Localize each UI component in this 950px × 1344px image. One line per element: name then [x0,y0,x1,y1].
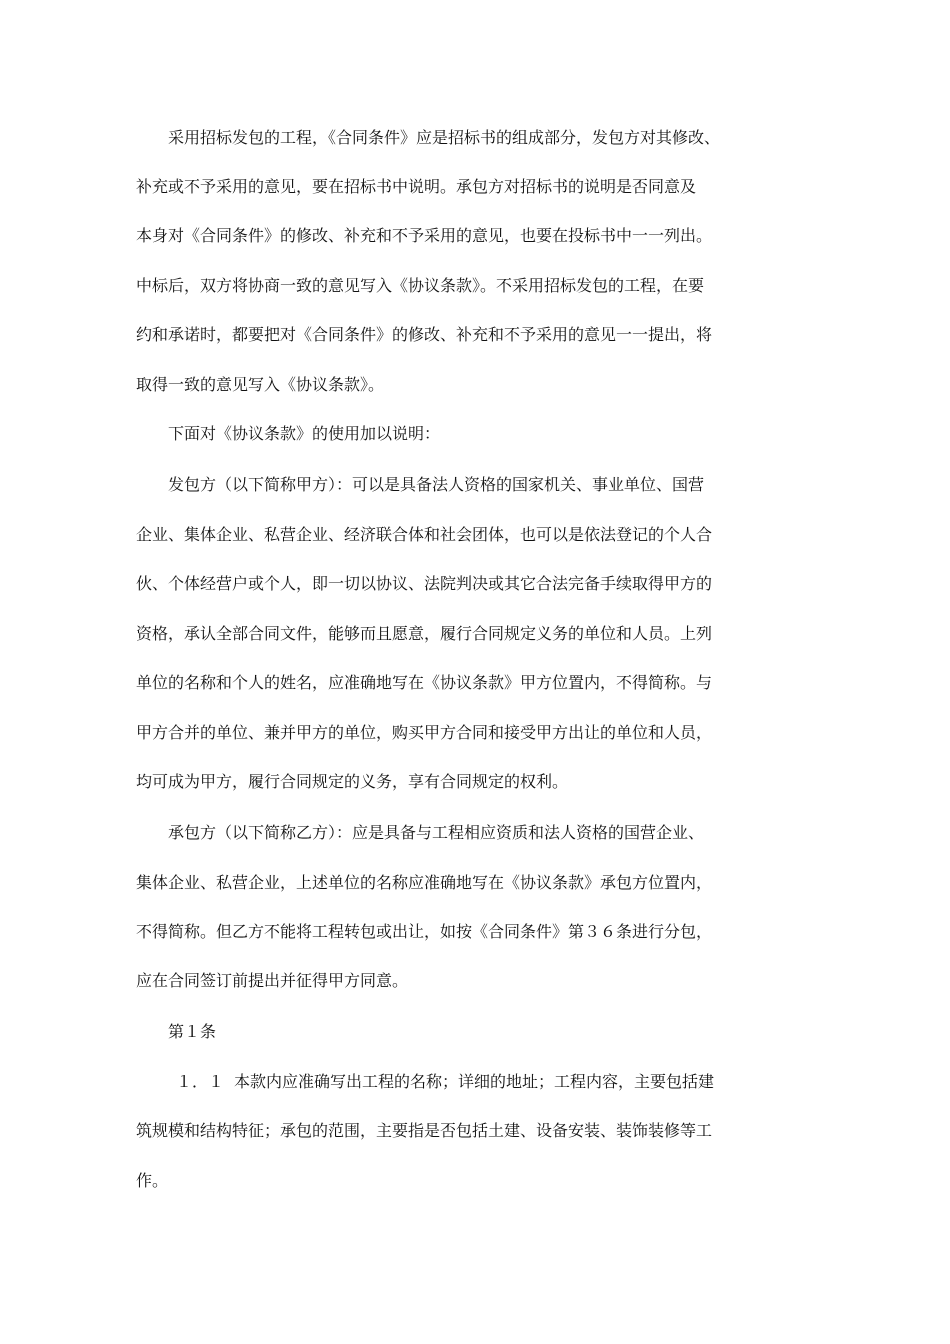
paragraph-line: 筑规模和结构特征；承包的范围，主要指是否包括土建、设备安装、装饰装修等工 [136,1121,713,1140]
paragraph-line: 单位的名称和个人的姓名，应准确地写在《协议条款》甲方位置内，不得简称。与 [136,673,713,692]
paragraph-line: 承包方（以下简称乙方）：应是具备与工程相应资质和法人资格的国营企业、 [168,823,705,842]
clause-line [176,1072,714,1092]
clause-number: １．１ [176,1072,225,1091]
paragraph-line: 本身对《合同条件》的修改、补充和不予采用的意见，也要在投标书中一一列出。 [136,226,713,245]
paragraph-line: 中标后，双方将协商一致的意见写入《协议条款》。不采用招标发包的工程，在要 [136,276,705,295]
paragraph-line: 作。 [136,1171,169,1190]
paragraph-line: 不得简称。但乙方不能将工程转包或出让，如按《合同条件》第３６条进行分包， [136,922,713,941]
paragraph-line: 资格，承认全部合同文件，能够而且愿意，履行合同规定义务的单位和人员。上列 [136,624,713,643]
clause-text: 本款内应准确写出工程的名称；详细的地址；工程内容，主要包括建 [234,1072,715,1091]
paragraph-line: 均可成为甲方，履行合同规定的义务，享有合同规定的权利。 [136,772,569,791]
paragraph-line: 采用招标发包的工程，《合同条件》应是招标书的组成部分，发包方对其修改、 [168,128,721,147]
paragraph-line: 应在合同签订前提出并征得甲方同意。 [136,971,409,990]
paragraph-line: 取得一致的意见写入《协议条款》。 [136,375,385,394]
paragraph-line: 集体企业、私营企业，上述单位的名称应准确地写在《协议条款》承包方位置内， [136,873,713,892]
clause-heading: 第１条 [168,1022,217,1041]
paragraph-line: 下面对《协议条款》的使用加以说明： [168,424,441,443]
paragraph-line: 约和承诺时，都要把对《合同条件》的修改、补充和不予采用的意见一一提出，将 [136,325,713,344]
paragraph-line: 伙、个体经营户或个人，即一切以协议、法院判决或其它合法完备手续取得甲方的 [136,574,713,593]
paragraph-line: 发包方（以下简称甲方）：可以是具备法人资格的国家机关、事业单位、国营 [168,475,705,494]
paragraph-line: 企业、集体企业、私营企业、经济联合体和社会团体，也可以是依法登记的个人合 [136,525,713,544]
paragraph-line: 甲方合并的单位、兼并甲方的单位，购买甲方合同和接受甲方出让的单位和人员， [136,723,713,742]
paragraph-line: 补充或不予采用的意见，要在招标书中说明。承包方对招标书的说明是否同意及 [136,177,697,196]
